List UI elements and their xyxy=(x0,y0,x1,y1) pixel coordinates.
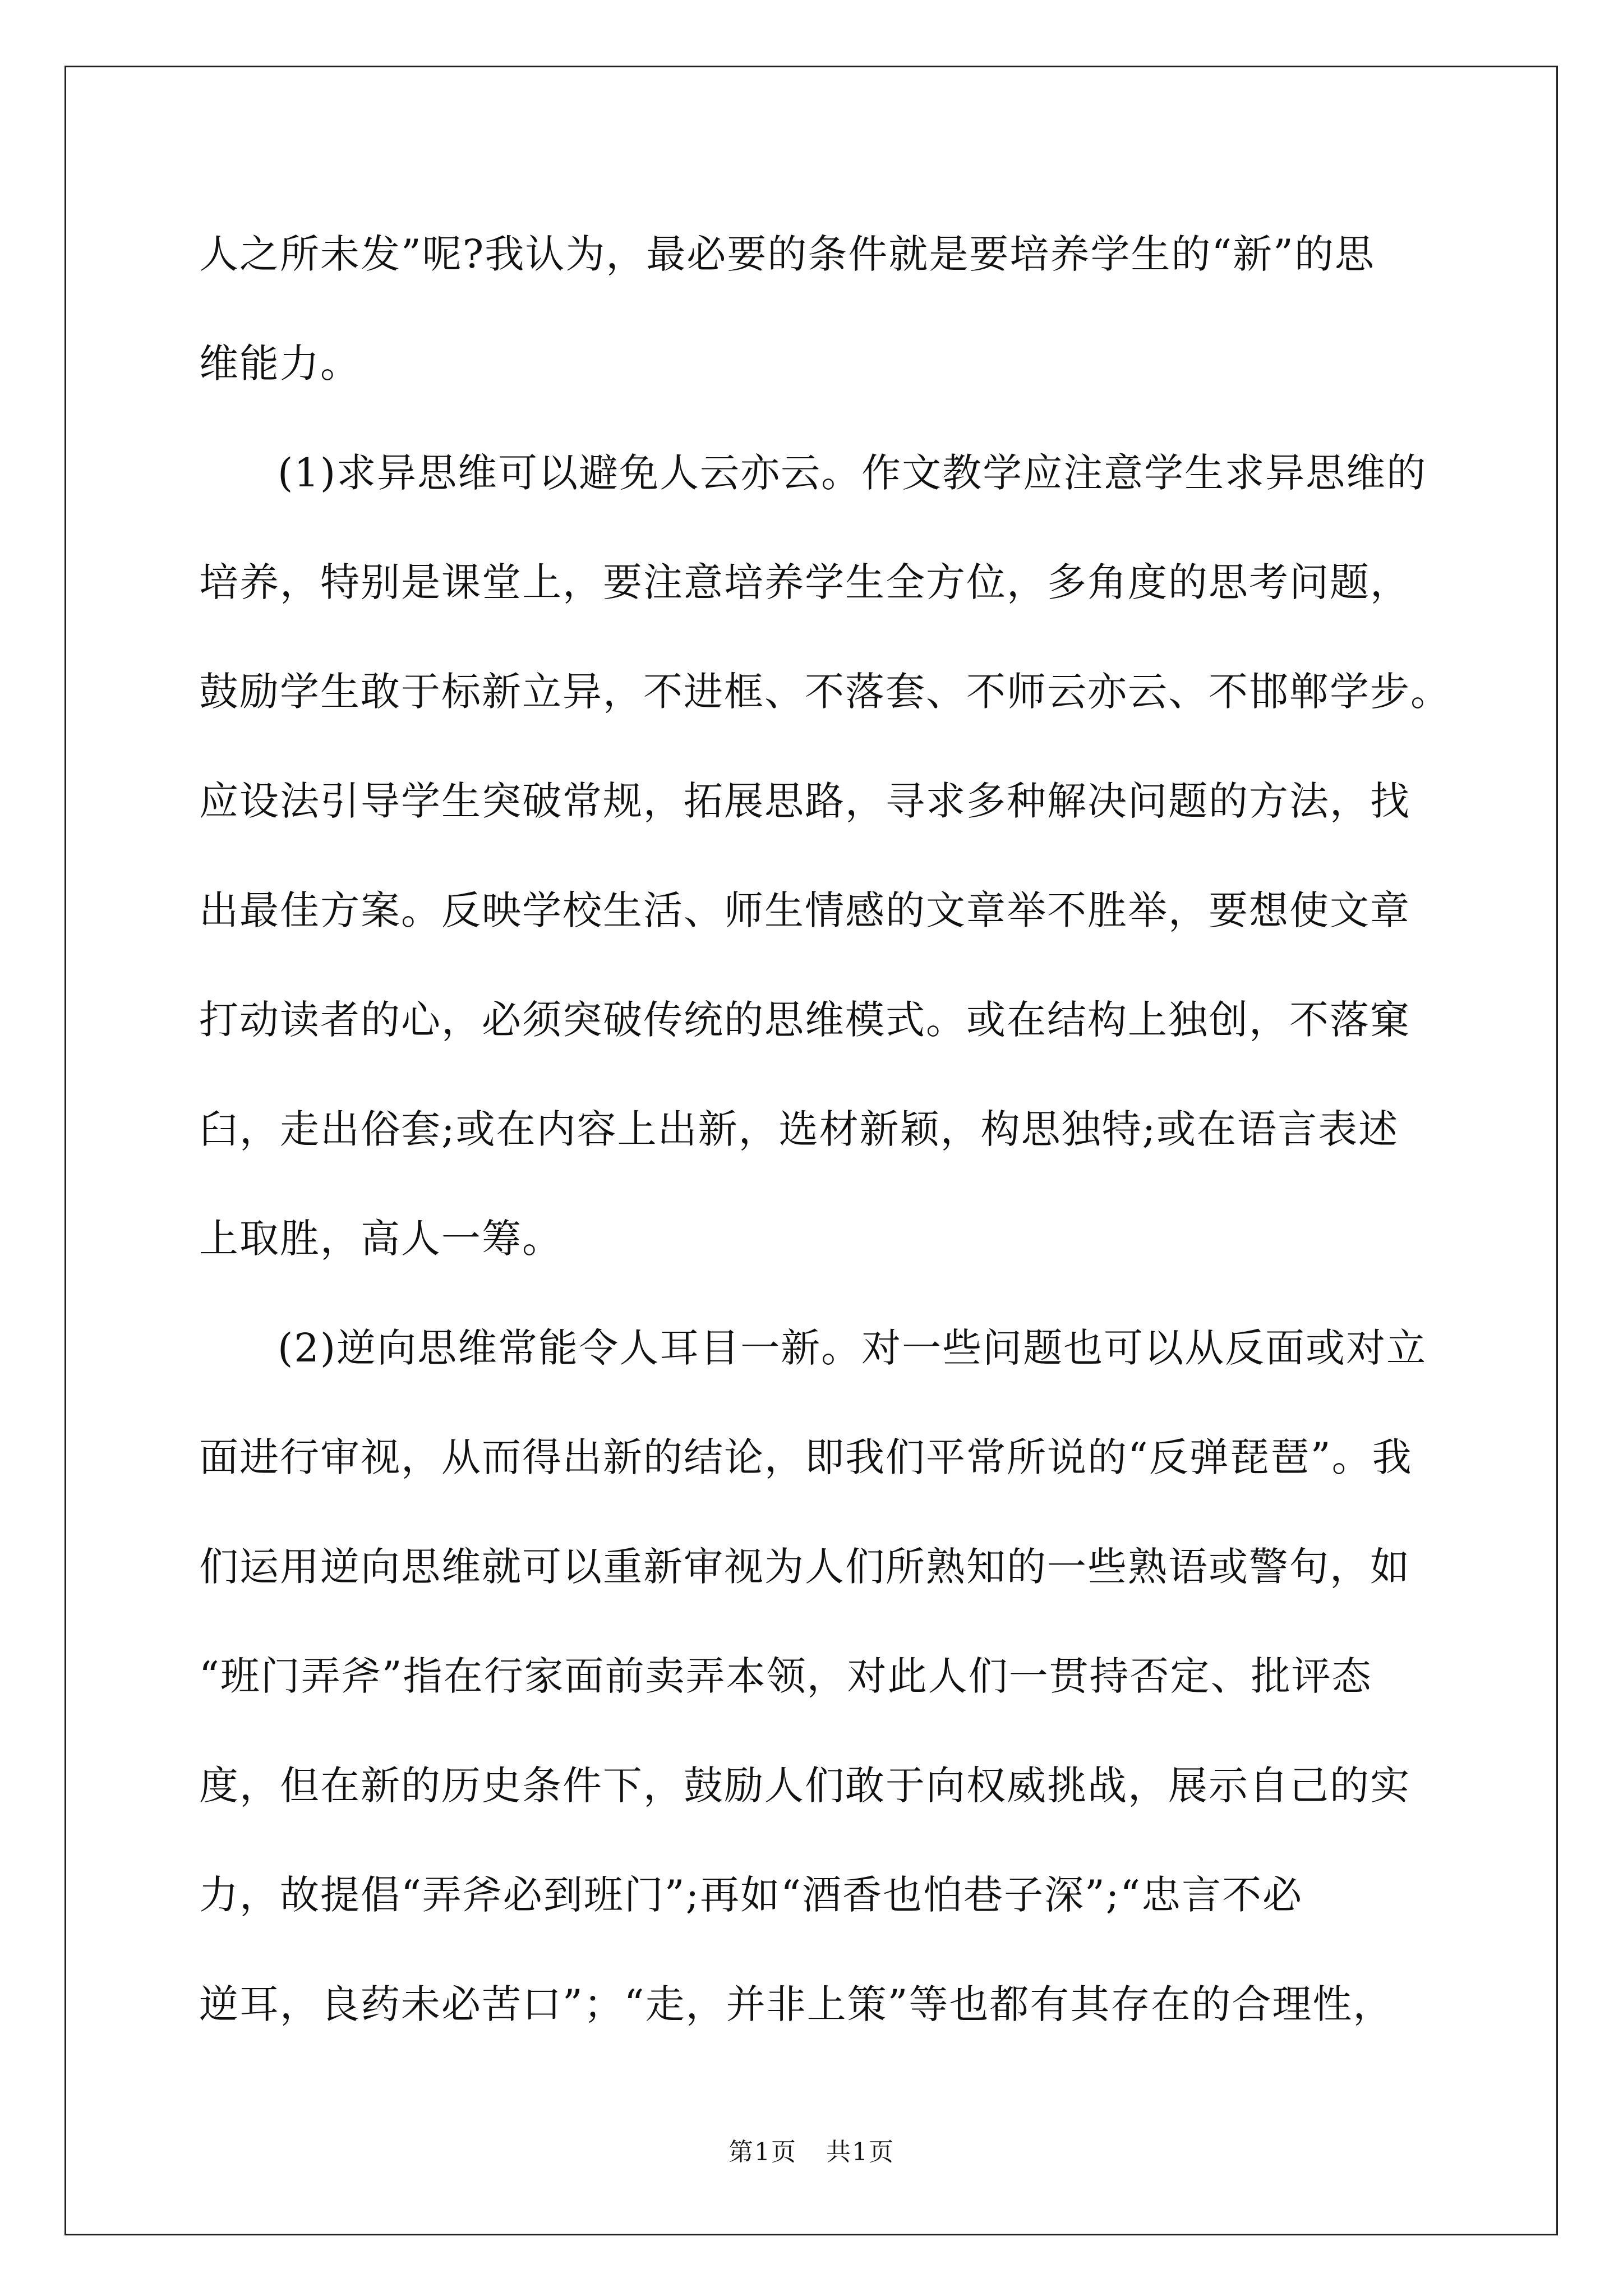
text-line: 度，但在新的历史条件下，鼓励人们敢于向权威挑战，展示自己的实 xyxy=(199,1763,1410,1809)
text-line: 逆耳，良药未必苦口”；“走，并非上策”等也都有其存在的合理性， xyxy=(199,1981,1394,2027)
page-count: 共1页 xyxy=(826,2138,895,2166)
page-footer xyxy=(0,2132,1623,2168)
text-line: 应设法引导学生突破常规，拓展思路，寻求多种解决问题的方法，找 xyxy=(199,778,1410,824)
text-line: 出最佳方案。反映学校生活、师生情感的文章举不胜举，要想使文章 xyxy=(199,887,1410,933)
text-line: 上取胜，高人一筹。 xyxy=(199,1216,562,1262)
text-line: 培养，特别是课堂上，要注意培养学生全方位，多角度的思考问题， xyxy=(199,559,1410,605)
text-line: 力，故提倡“弄斧必到班门”;再如“酒香也怕巷子深”;“忠言不必 xyxy=(199,1872,1303,1918)
text-line: “班门弄斧”指在行家面前卖弄本领，对此人们一贯持否定、批评态 xyxy=(199,1653,1372,1699)
text-line: 打动读者的心，必须突破传统的思维模式。或在结构上独创，不落窠 xyxy=(199,997,1410,1043)
text-line: 面进行审视，从而得出新的结论，即我们平常所说的“反弹琵琶”。我 xyxy=(199,1434,1413,1480)
text-line: 们运用逆向思维就可以重新审视为人们所熟知的一些熟语或警句，如 xyxy=(199,1544,1410,1590)
text-line: (2)逆向思维常能令人耳目一新。对一些问题也可以从反面或对立 xyxy=(278,1325,1427,1371)
document-body xyxy=(199,200,1451,2059)
text-line: 臼，走出俗套;或在内容上出新，选材新颖，构思独特;或在语言表述 xyxy=(199,1106,1399,1152)
text-line: 维能力。 xyxy=(199,341,361,386)
text-line: (1)求异思维可以避免人云亦云。作文教学应注意学生求异思维的 xyxy=(278,450,1427,496)
text-line: 人之所未发”呢?我认为，最必要的条件就是要培养学生的“新”的思 xyxy=(199,231,1375,277)
page-number: 第1页 xyxy=(728,2138,797,2166)
text-line: 鼓励学生敢于标新立异，不进框、不落套、不师云亦云、不邯郸学步。 xyxy=(199,669,1451,715)
